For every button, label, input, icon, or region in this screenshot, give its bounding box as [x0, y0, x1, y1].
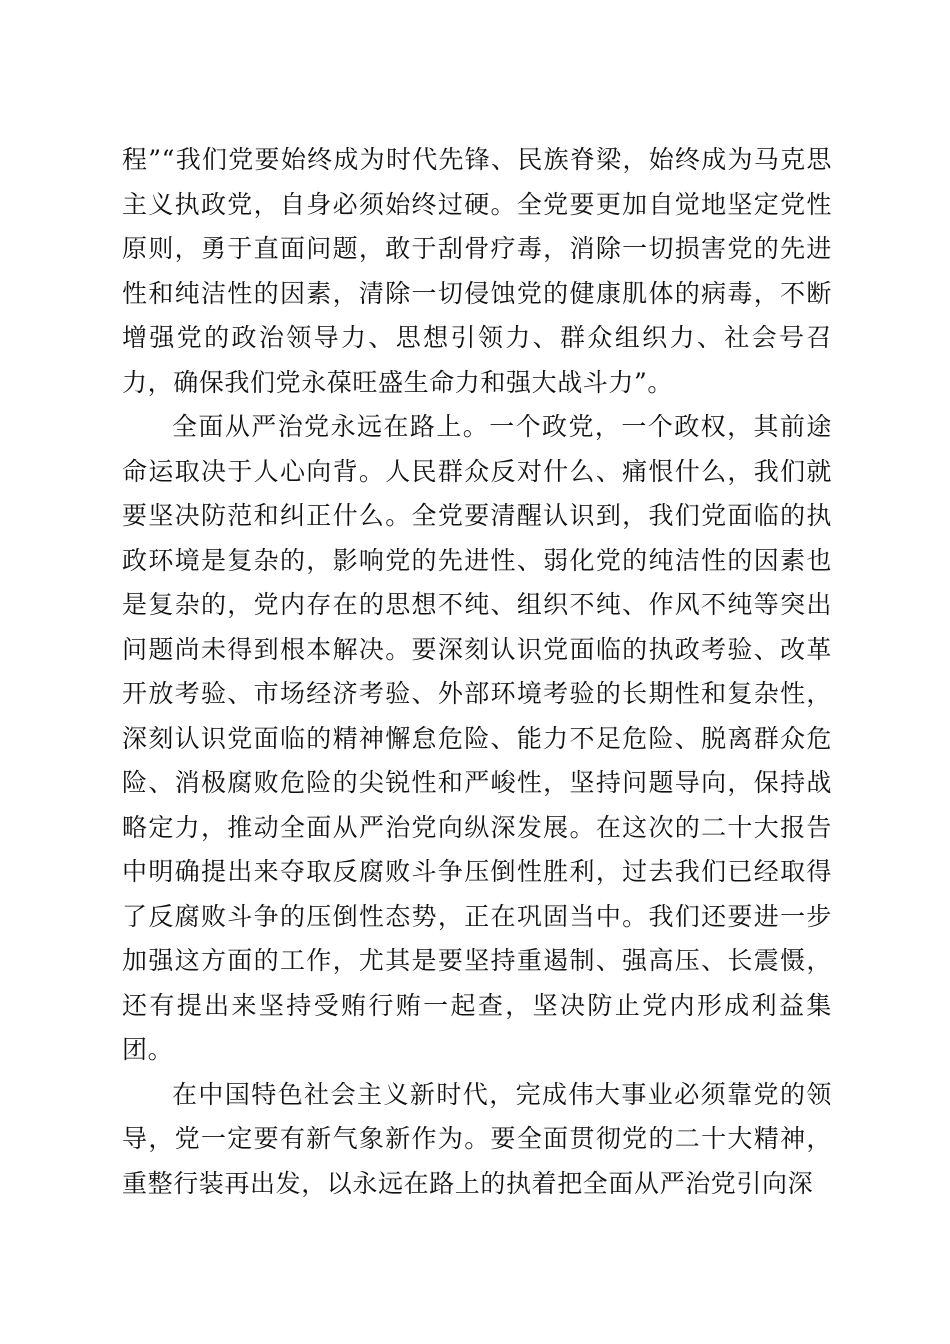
paragraph-strict-governance: 全面从严治党永远在路上。一个政党，一个政权，其前途命运取决于人心向背。人民群众反对什么、痛恨什么，我们就要坚决防范和纠正什么。全党要清醒认识到，我们党面临的执政环境是复杂的，影响党的先进性、弱化党的纯洁性的因素也是复杂的，党内存在的思想不纯、组织不纯、作风不纯等突出问题尚未得到根本解决。要深刻认识党面临的执政考验、改革开放考验、市场经济考验、外部环境考验的长期性和复杂性，深刻认识党面临的精神懈怠危险、能力不足危险、脱离群众危险、消极腐败危险的尖锐性和严峻性，坚持问题导向，保持战略定力，推动全面从严治党向纵深发展。在这次的二十大报告中明确提出来夺取反腐败斗争压倒性胜利，过去我们已经取得了反腐败斗争的压倒性态势，正在巩固当中。我们还要进一步加强这方面的工作，尤其是要坚持重遏制、强高压、长震慑，还有提出来坚持受贿行贿一起查，坚决防止党内形成利益集团。: [122, 412, 832, 1064]
paragraph-continuation: 程”“我们党要始终成为时代先锋、民族脊梁，始终成为马克思主义执政党，自身必须始终过硬。全党要更加自觉地坚定党性原则，勇于直面问题，敢于刮骨疗毒，消除一切损害党的先进性和纯洁性的因素，清除一切侵蚀党的健康肌体的病毒，不断增强党的政治领导力、思想引领力、群众组织力、社会号召力，确保我们党永葆旺盛生命力和强大战斗力”。: [122, 145, 832, 397]
document-body: [122, 138, 832, 1206]
paragraph-new-era: 在中国特色社会主义新时代，完成伟大事业必须靠党的领导，党一定要有新气象新作为。要全面贯彻党的二十大精神，重整行装再出发，以永远在路上的执着把全面从严治党引向深: [122, 1079, 832, 1198]
